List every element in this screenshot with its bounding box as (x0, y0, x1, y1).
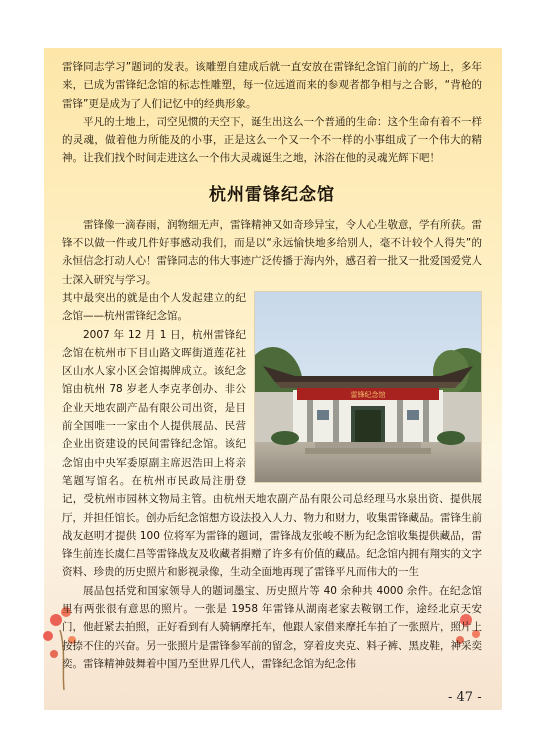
paragraph-3: 雷锋像一滴春雨，润物细无声，雷锋精神又如奇珍异宝，令人心生敬意，学有所获。雷锋不以做一件或几件好事感动我们，而是以“永远愉快地多给别人，毫不计较个人得失”的永恒信念打动人心！雷锋同志的伟大事迹广泛传播于海内外，感召着一批又一批爱国爱党人士深入研究与学习。 (62, 218, 482, 286)
memorial-hall-illustration (255, 292, 481, 482)
paragraph-5: 2007 年 12 月 1 日，杭州雷锋纪念馆在杭州市下目山路文晖街道莲花社区山水人家小区会馆揭牌成立。该纪念馆由杭州 78 岁老人李克孝创办、非公企业天地农副产品有限公司出资，是目前全国唯一一家由个人提供展品、民营企业出资建设的民间雷锋纪念馆。该纪念馆由中央军委原副主席迟浩田上将亲笔题写馆名。在杭州市民政局注册登记，受杭州市园林文物局主管。由杭州天地农副产品有限公司总经理马水泉出资、提供展厅，并担任馆长。创办后纪念馆想方设法投入人力、物力和财力，收集雷锋藏品。雷锋生前战友赵明才提供 100 位将军为雷锋的题词，雷锋战友张峻不断为纪念馆收集提供藏品，雷锋生前连长虞仁昌等雷锋战友及收藏者捐赠了许多有价值的藏品。纪念馆内拥有翔实的文字资料、珍贵的历史照片和影视录像，生动全面地再现了雷锋平凡而伟大的一生 (62, 328, 482, 579)
paragraph-6: 展品包括党和国家领导人的题词墨宝、历史照片等 40 余种共 4000 余件。在纪念馆里有两张很有意思的照片。一张是 1958 年雷锋从湖南老家去鞍钢工作，途经北京天安门，他赶紧去拍照，正好看到有人骑辆摩托车，他跟人家借来摩托车拍了一张照片，照片上按捺不住的兴奋。另一张照片是雷锋参军前的留念，穿着皮夹克、料子裤、黑皮鞋，神采奕奕。雷锋精神鼓舞着中国乃至世界几代人，雷锋纪念馆为纪念伟 (62, 584, 482, 670)
memorial-sign-text: 雷锋纪念馆 (350, 390, 386, 399)
photo-text-wrap (62, 289, 482, 582)
section-title: 杭州雷锋纪念馆 (209, 184, 335, 205)
memorial-hall-photo (254, 291, 482, 483)
paragraph-2: 平凡的土地上，司空见惯的天空下，诞生出这么一个普通的生命：这个生命有着不一样的灵魂，做着他力所能及的小事，正是这么一个又一个不一样的小事组成了一个伟大的精神。让我们找个时间走进这么一个伟大灵魂诞生之地，沐浴在他的灵魂光辉下吧！ (62, 115, 482, 165)
article-body (62, 58, 482, 673)
paragraph-1: 雷锋同志学习”题词的发表。该雕塑自建成后就一直安放在雷锋纪念馆门前的广场上，多年来，已成为雷锋纪念馆的标志性雕塑，每一位远道而来的参观者都争相与之合影，“背枪的雷锋”更是成为了人们记忆中的经典形象。 (62, 61, 482, 110)
page-number: - 47 - (448, 690, 482, 705)
paragraph-4: 其中最突出的就是由个人发起建立的纪念馆——杭州雷锋纪念馆。 (62, 291, 246, 323)
